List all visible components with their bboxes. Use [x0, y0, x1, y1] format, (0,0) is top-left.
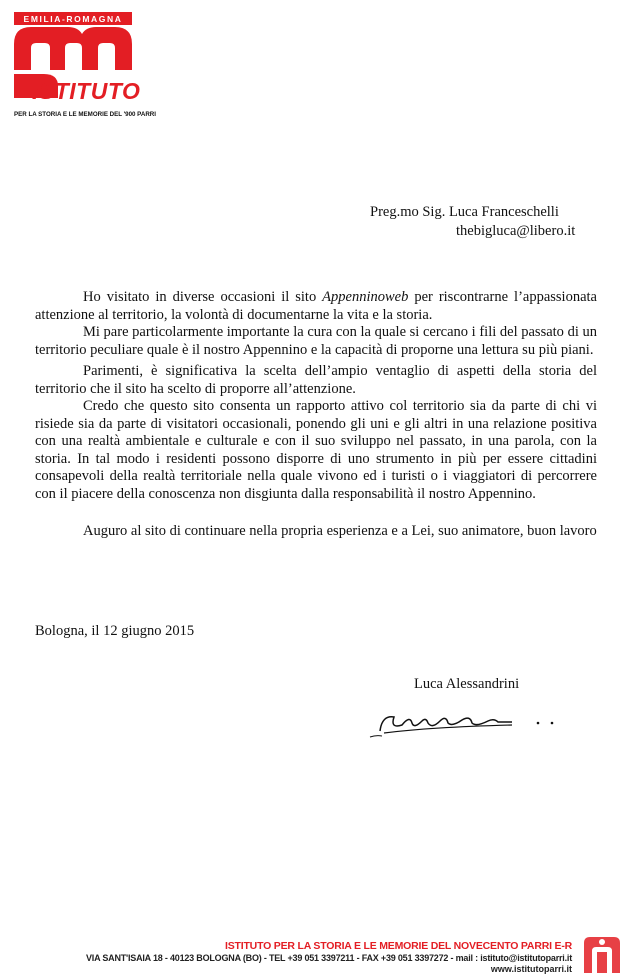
recipient-name: Preg.mo Sig. Luca Franceschelli — [370, 204, 559, 220]
footer-institute: ISTITUTO PER LA STORIA E LE MEMORIE DEL NOVECENTO PARRI E-R — [225, 940, 572, 952]
institute-logo — [12, 12, 156, 122]
paragraph-1: Ho visitato in diverse occasioni il sito Appenninoweb per riscontrarne l’appassionata attenzione al territorio, la volontà di documentarne la vita e la storia. — [35, 289, 597, 323]
paragraph-2: Mi pare particolarmente importante la cura con la quale si cercano i fili del passato di un territorio peculiare quale è il nostro Appennino e la capacità di proporne una lettura su più piani. — [35, 324, 597, 358]
footer-logo-icon — [582, 935, 622, 975]
paragraph-5: Auguro al sito di continuare nella propria esperienza e a Lei, suo animatore, buon lavoro — [83, 523, 597, 539]
svg-text:EMILIA-ROMAGNA: EMILIA-ROMAGNA — [23, 14, 123, 24]
recipient-email: thebigluca@libero.it — [456, 223, 576, 239]
place-date: Bologna, il 12 giugno 2015 — [35, 623, 195, 639]
paragraph-3: Parimenti, è significativa la scelta dell’ampio ventaglio di aspetti della storia del territorio che il sito ha scelto di proporre all’attenzione. — [35, 363, 597, 397]
letterhead-footer — [0, 926, 640, 979]
recipient-block — [370, 203, 575, 241]
site-name: Appenninoweb — [322, 289, 409, 305]
svg-text:ISTITUTO: ISTITUTO — [32, 78, 141, 104]
footer-website: www.istitutoparri.it — [490, 964, 572, 974]
signer-name: Luca Alessandrini — [414, 676, 520, 692]
handwritten-signature — [362, 693, 577, 743]
letter-body — [35, 289, 597, 541]
paragraph-4: Credo che questo sito consenta un rapporto attivo col territorio sia da parte di chi vi risiede sia da parte di visitatori occasionali, ponendo gli uni e gli altri in una relazione positiva con una realtà ambientale e culturale e con il suo sviluppo nel passato, in una parola, con la storia. In tal modo i residenti possono disporre di uno strumento in più per essere cittadini consapevoli della realtà territoriale nella quale vivono ed i turisti o i viaggiatori di percorrere con il piacere della conoscenza non disgiunta dalla responsabilità il nostro Appennino. — [35, 398, 597, 502]
svg-text:PER LA STORIA E LE MEMORIE DEL: PER LA STORIA E LE MEMORIE DEL '900 PARRI — [14, 111, 156, 118]
footer-address: VIA SANT'ISAIA 18 - 40123 BOLOGNA (BO) - TEL +39 051 3397211 - FAX +39 051 3397272 - mail : istituto@istitutoparri.it — [85, 953, 572, 963]
